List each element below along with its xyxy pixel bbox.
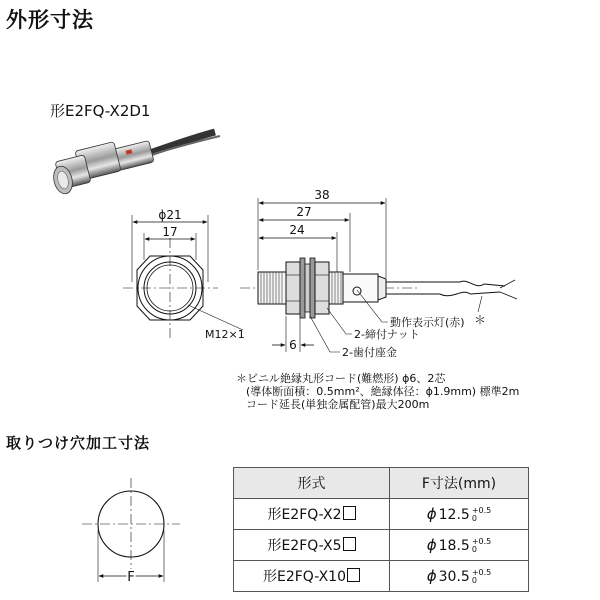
asterisk-mark: ＊ [474, 313, 487, 327]
dim-6: 6 [289, 338, 297, 352]
model-title: 形E2FQ-X2D1 [50, 102, 151, 120]
box-placeholder-icon [343, 537, 356, 551]
row-model: 形E2FQ-X10 [234, 561, 390, 592]
thread-label: M12×1 [205, 328, 245, 341]
dim-24: 24 [289, 223, 305, 237]
front-view [123, 215, 243, 338]
dim-phi21: ϕ21 [158, 208, 182, 222]
dim-17: 17 [162, 225, 178, 239]
f-dimension-table [233, 467, 529, 592]
header-f-dimension: F寸法(mm) [390, 468, 529, 499]
dim-27: 27 [296, 205, 312, 219]
row-model: 形E2FQ-X5 [234, 530, 390, 561]
row-f-value: ϕ 30.5 +0.5 0 [390, 561, 529, 592]
table-row [234, 499, 529, 530]
table-row [234, 530, 529, 561]
mount-hole-title: 取りつけ穴加工寸法 [6, 434, 151, 452]
row-f-value: ϕ 18.5 +0.5 0 [390, 530, 529, 561]
label-nut: 2-締付ナット [354, 328, 420, 341]
product-photo [51, 132, 220, 196]
label-washer: 2-歯付座金 [342, 346, 397, 359]
mount-hole-view [82, 478, 180, 582]
cable-note [236, 372, 519, 411]
label-led: 動作表示灯(赤) [390, 316, 465, 329]
note-line-2: (導体断面積：0.5mm²、絶縁体径：ϕ1.9mm) 標準2m [246, 385, 520, 398]
page-title: 外形寸法 [6, 8, 94, 32]
row-model: 形E2FQ-X2 [234, 499, 390, 530]
dim-38: 38 [314, 188, 330, 202]
table-header-row [234, 468, 529, 499]
table-row [234, 561, 529, 592]
mount-dim-label: F [127, 570, 135, 585]
row-f-value: ϕ 12.5 +0.5 0 [390, 499, 529, 530]
note-line-1: ＊ビニル絶縁丸形コード(難燃形) ϕ6、2芯 [236, 372, 446, 385]
note-line-3: コード延長(単独金属配管)最大200m [246, 398, 430, 411]
header-model: 形式 [234, 468, 390, 499]
box-placeholder-icon [347, 568, 360, 582]
box-placeholder-icon [343, 506, 356, 520]
